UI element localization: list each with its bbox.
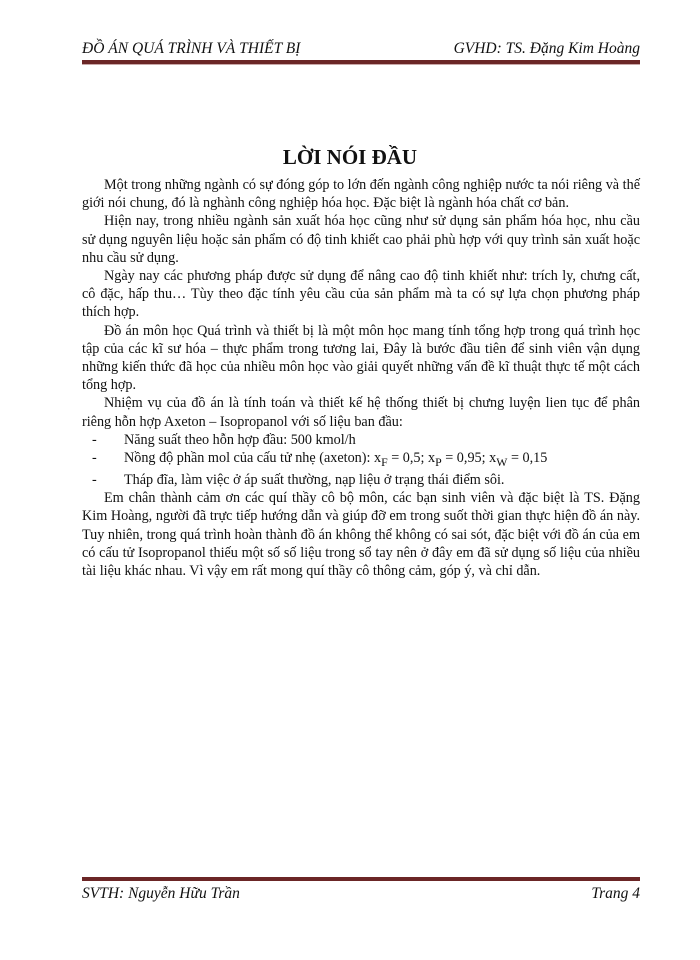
specification-list: [82, 431, 640, 489]
list-item-text: Tháp đĩa, làm việc ở áp suất thường, nạp liệu ở trạng thái điểm sôi.: [124, 472, 505, 489]
paragraph: Ngày nay các phương pháp được sử dụng để nâng cao độ tinh khiết như: trích ly, chưng cất, cô đặc, hấp thu… Tùy theo đặc tính yêu cầu của sản phẩm mà ta có sự lựa chọn phương pháp thích hợp.: [82, 268, 640, 321]
list-item: [82, 449, 640, 471]
paragraph: Hiện nay, trong nhiều ngành sản xuất hóa học cũng như sử dụng sản phẩm hóa học, nhu cầu sử dụng nguyên liệu hoặc sản phẩm có độ tinh khiết cao phải phù hợp với quy trình sản xuất hoặc nhu cầu sử dụng.: [82, 213, 640, 266]
list-item: [82, 471, 640, 489]
header-divider: [82, 60, 640, 65]
page-title: LỜI NÓI ĐẦU: [282, 145, 418, 169]
subscript: W: [496, 454, 508, 469]
footer-divider: [82, 877, 640, 881]
list-dash: -: [92, 450, 97, 467]
subscript: P: [435, 454, 442, 469]
footer-student: SVTH: Nguyễn Hữu Trần: [82, 885, 240, 902]
value: = 0,5; x: [387, 450, 436, 467]
list-item: [82, 431, 640, 449]
subscript: F: [381, 454, 388, 469]
list-item-text: Năng suất theo hỗn hợp đầu: 500 kmol/h: [124, 431, 356, 448]
paragraph: Nhiệm vụ của đồ án là tính toán và thiết kế hệ thống thiết bị chưng luyện lien tục để phân riêng hỗn hợp Axeton – Isopropanol với số liệu ban đầu:: [82, 395, 640, 430]
paragraph: Đồ án môn học Quá trình và thiết bị là một môn học mang tính tổng hợp trong quá trình học tập của các kĩ sư hóa – thực phẩm trong tương lai, Đây là bước đầu tiên để sinh viên vận dụng những kiến thức đã học của nhiều môn học vào giải quyết những vấn đề kĩ thuật thực tế một cách tổng hợp.: [82, 322, 640, 394]
list-item-text: Nồng độ phần mol của cấu tử nhẹ (axeton): x: [124, 450, 382, 467]
page-footer: [82, 885, 640, 903]
list-dash: -: [92, 431, 97, 448]
header-course-title: ĐỒ ÁN QUÁ TRÌNH VÀ THIẾT BỊ: [82, 40, 301, 57]
value: = 0,95; x: [441, 450, 497, 467]
value: = 0,15: [507, 450, 548, 467]
paragraph: Một trong những ngành có sự đóng góp to lớn đến ngành công nghiệp nước ta nói riêng và thế giới nói chung, đó là nghành công nghiệp hóa học. Đặc biệt là ngành hóa chất cơ bản.: [82, 177, 640, 212]
list-dash: -: [92, 472, 97, 489]
header-advisor: GVHD: TS. Đặng Kim Hoàng: [453, 40, 640, 57]
closing-paragraph: Em chân thành cảm ơn các quí thầy cô bộ môn, các bạn sinh viên và đặc biệt là TS. Đặng Kim Hoàng, người đã trực tiếp hướng dẫn và giúp đỡ em trong suốt thời gian thực hiện đồ án này. Tuy nhiên, trong quá trình hoàn thành đồ án không thể không có sai sót, đặc biệt với đồ án của em có cấu tử Isopropanol thiếu một số số liệu trong sổ tay nên ở đây em đã sử dụng số liệu của nhiều tài liệu khác nhau. Vì vậy em rất mong quí thầy cô thông cảm, góp ý, và chỉ dẫn.: [82, 490, 640, 580]
page-header: [82, 40, 640, 58]
page-number: Trang 4: [591, 885, 640, 902]
document-body: [82, 176, 640, 580]
